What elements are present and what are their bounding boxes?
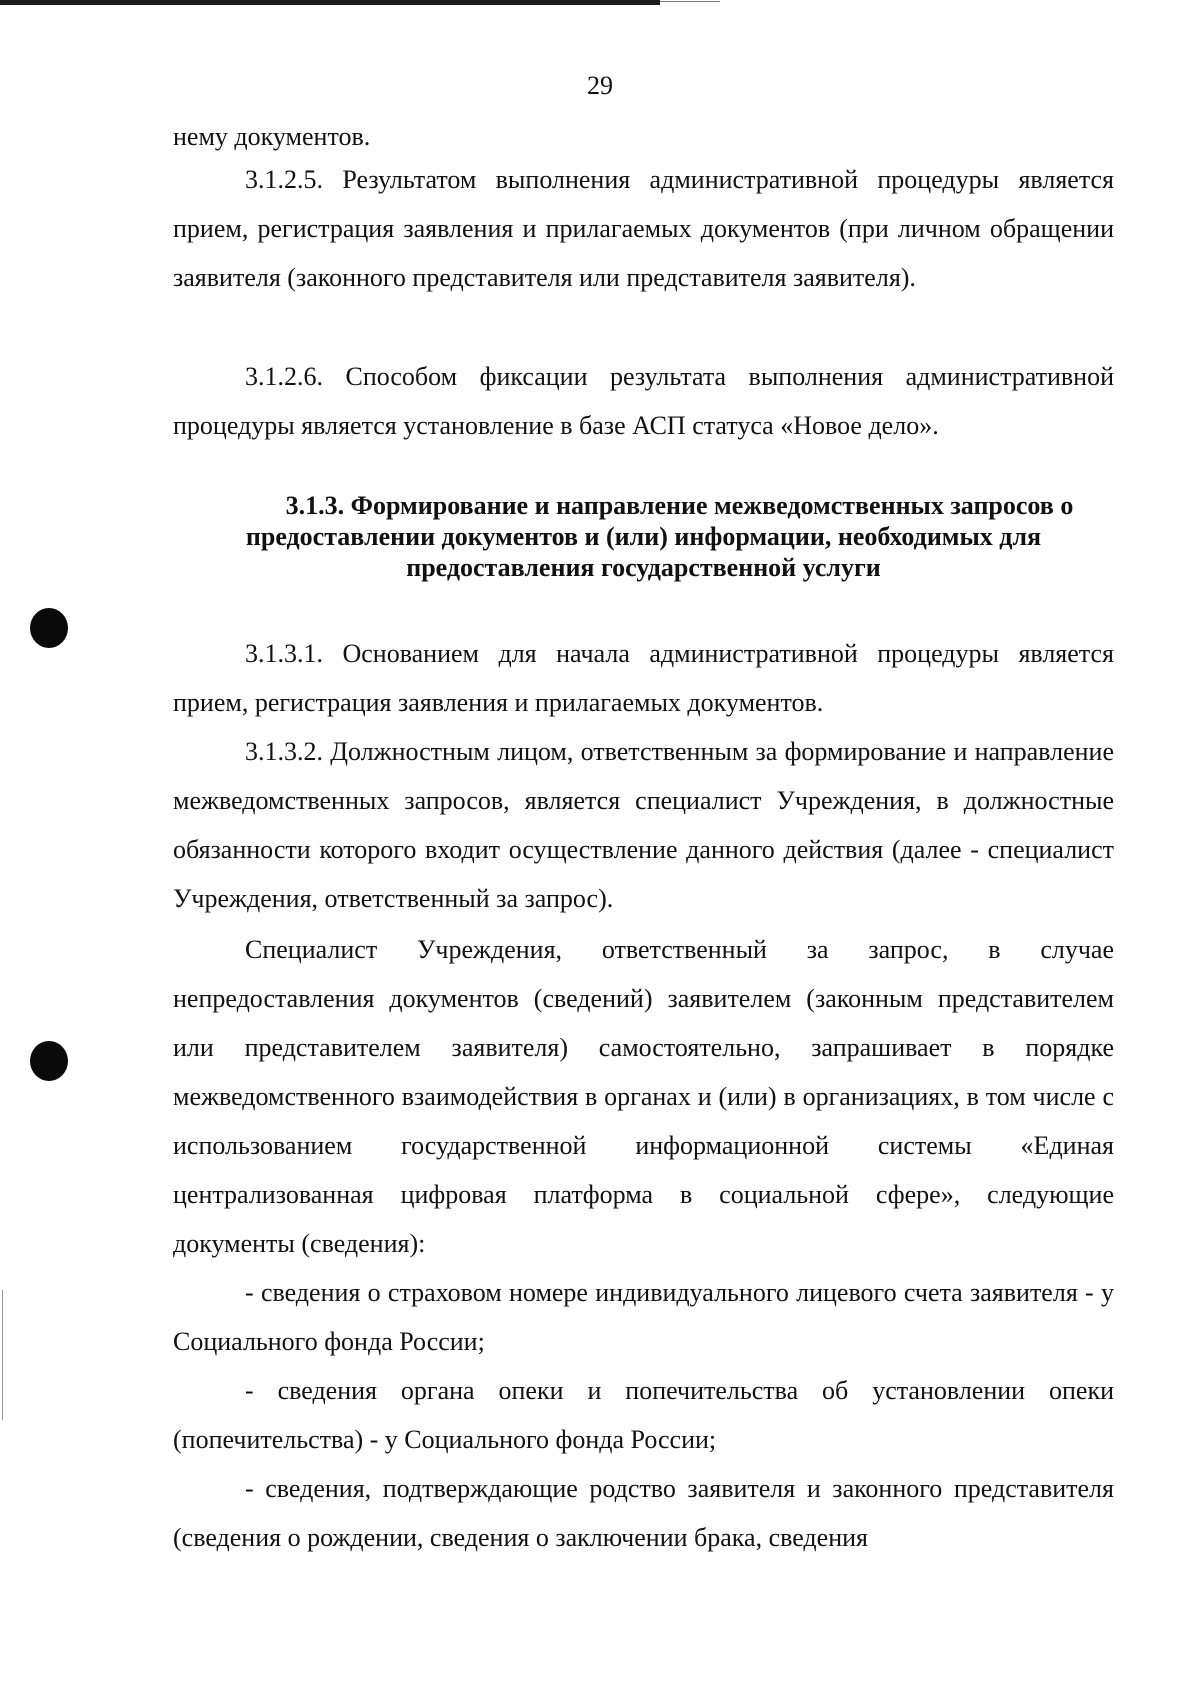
punch-hole-upper: [30, 608, 68, 648]
paragraph-3-1-2-6: 3.1.2.6. Способом фиксации результата выполнения административной процедуры является установление в базе АСП статуса «Новое дело».: [173, 362, 1114, 440]
page-number: 29: [587, 71, 613, 100]
section-heading-text: 3.1.3. Формирование и направление межведомственных запросов о предоставлении документов и (или) информации, необходимых для предоставления государственной услуги: [245, 491, 1074, 582]
paragraph-continuation: нему документов.: [173, 122, 371, 151]
paragraph-3-1-3-2: 3.1.3.2. Должностным лицом, ответственным за формирование и направление межведомственных запросов, является специалист Учреждения, в должностные обязанности которого входит осуществление данного действия (далее - специалист Учреждения, ответственный за запрос).: [173, 737, 1114, 913]
paragraph-3-1-2-5: 3.1.2.5. Результатом выполнения административной процедуры является прием, регистрация заявления и прилагаемых документов (при личном обращении заявителя (законного представителя или представителя заявителя).: [173, 165, 1114, 292]
paragraph-3-1-3-1: 3.1.3.1. Основанием для начала административной процедуры является прием, регистрация заявления и прилагаемых документов.: [173, 639, 1114, 717]
list-item: - сведения органа опеки и попечительства об установлении опеки (попечительства) - у Социального фонда России;: [173, 1376, 1114, 1454]
list-item: - сведения, подтверждающие родство заявителя и законного представителя (сведения о рождении, сведения о заключении брака, сведения: [173, 1474, 1114, 1552]
section-heading-3-1-3: [173, 490, 1114, 583]
scan-top-edge-thin: [660, 1, 720, 2]
scan-top-edge: [0, 0, 660, 5]
list-item: - сведения о страховом номере индивидуального лицевого счета заявителя - у Социального фонда России;: [173, 1278, 1114, 1356]
paragraph-specialist: Специалист Учреждения, ответственный за запрос, в случае непредоставления документов (сведений) заявителем (законным представителем или представителем заявителя) самостоятельно, запрашивает в порядке межведомственного взаимодействия в органах и (или) в организациях, в том числе с использованием государственной информационной системы «Единая централизованная цифровая платформа в социальной сфере», следующие документы (сведения):: [173, 935, 1114, 1258]
scan-left-edge: [2, 1290, 3, 1420]
punch-hole-lower: [30, 1041, 68, 1081]
